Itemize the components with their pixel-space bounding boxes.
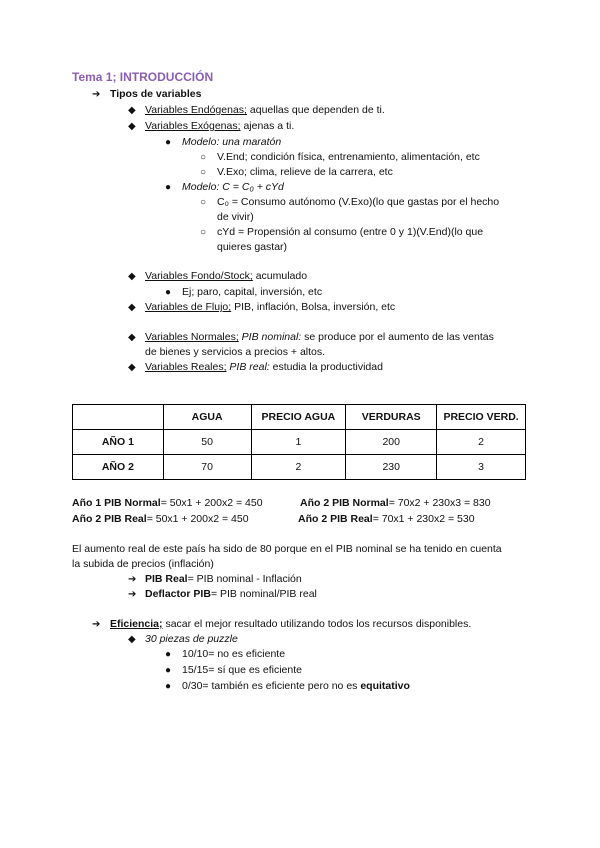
list-item-eficiencia: Eficiencia; sacar el mejor resultado utilizando todos los recursos disponibles.: [110, 618, 472, 630]
table-cell: 70: [163, 455, 251, 480]
table-cell: 1: [251, 430, 346, 455]
list-item: V.Exo; clima, relieve de la carrera, etc: [217, 166, 393, 178]
arrow-bullet-icon: ➔: [128, 574, 137, 585]
dot-bullet-icon: ●: [165, 137, 172, 148]
diamond-bullet-icon: ◆: [128, 634, 136, 645]
pib-real-ano2: Año 2 PIB Real= 70x1 + 230x2 = 530: [298, 513, 475, 525]
list-item-endogenas: Variables Endógenas; aquellas que dependen de ti.: [145, 104, 385, 116]
table-cell: 2: [437, 430, 526, 455]
list-item-deflactor: Deflactor PIB= PIB nominal/PIB real: [145, 588, 317, 600]
dot-bullet-icon: ●: [165, 182, 172, 193]
list-item: 10/10= no es eficiente: [182, 648, 286, 660]
list-item-flujo: Variables de Flujo; PIB, inflación, Bolsa, inversión, etc: [145, 301, 396, 313]
list-item-pib-real: PIB Real= PIB nominal - Inflación: [145, 573, 302, 585]
list-item-maraton: Modelo: una maratón: [182, 136, 282, 148]
arrow-bullet-icon: ➔: [92, 619, 101, 630]
pib-nominal-ano2: Año 2 PIB Normal= 70x2 + 230x3 = 830: [300, 497, 491, 509]
table-cell: 200: [346, 430, 437, 455]
list-item: V.End; condición física, entrenamiento, alimentación, etc: [217, 151, 480, 163]
dot-bullet-icon: ●: [165, 681, 172, 692]
list-item-continuation: de bienes y servicios a precios + altos.: [145, 346, 326, 358]
list-item-exogenas: Variables Exógenas; ajenas a ti.: [145, 120, 295, 132]
table-cell: AÑO 2: [73, 455, 164, 480]
diamond-bullet-icon: ◆: [128, 302, 136, 313]
list-item-modelo-consumo: Modelo: C = C₀ + cYd: [182, 181, 284, 193]
table-header-cell: AGUA: [163, 405, 251, 430]
dot-bullet-icon: ●: [165, 649, 172, 660]
dot-bullet-icon: ●: [165, 287, 172, 298]
paragraph-aumento: El aumento real de este país ha sido de 80 porque en el PIB nominal se ha tenido en cuenta: [72, 543, 502, 555]
table-row: [73, 430, 526, 455]
list-item: 0/30= también es eficiente pero no es equitativo: [182, 680, 410, 692]
table-cell: AÑO 1: [73, 430, 164, 455]
diamond-bullet-icon: ◆: [128, 362, 136, 373]
arrow-bullet-icon: ➔: [128, 589, 137, 600]
list-item-continuation: quieres gastar): [217, 241, 288, 253]
diamond-bullet-icon: ◆: [128, 271, 136, 282]
pib-nominal-ano1: Año 1 PIB Normal= 50x1 + 200x2 = 450: [72, 497, 263, 509]
section-heading-tipos: Tipos de variables: [110, 88, 202, 100]
circle-bullet-icon: ○: [200, 227, 207, 238]
table-header-row: [73, 405, 526, 430]
table-cell: 2: [251, 455, 346, 480]
dot-bullet-icon: ●: [165, 665, 172, 676]
table-cell: 230: [346, 455, 437, 480]
arrow-bullet-icon: ➔: [92, 89, 101, 100]
list-item: cYd = Propensión al consumo (entre 0 y 1)(V.End)(lo que: [217, 226, 484, 238]
table-header-cell: VERDURAS: [346, 405, 437, 430]
circle-bullet-icon: ○: [200, 167, 207, 178]
list-item: 15/15= sí que es eficiente: [182, 664, 302, 676]
table-header-cell: PRECIO AGUA: [251, 405, 346, 430]
list-item-puzzle: 30 piezas de puzzle: [145, 633, 238, 645]
list-item-fondo: Variables Fondo/Stock; acumulado: [145, 270, 308, 282]
paragraph-aumento-continuation: la subida de precios (inflación): [72, 558, 214, 570]
circle-bullet-icon: ○: [200, 197, 207, 208]
list-item: C₀ = Consumo autónomo (V.Exo)(lo que gastas por el hecho: [217, 196, 500, 208]
list-item-reales: Variables Reales; PIB real: estudia la productividad: [145, 361, 383, 373]
pib-real-ano1: Año 2 PIB Real= 50x1 + 200x2 = 450: [72, 513, 249, 525]
table-header-cell: PRECIO VERD.: [437, 405, 526, 430]
diamond-bullet-icon: ◆: [128, 332, 136, 343]
table-cell: 3: [437, 455, 526, 480]
table-cell: 50: [163, 430, 251, 455]
list-item-continuation: de vivir): [217, 211, 254, 223]
data-table: [72, 404, 526, 480]
table-header-cell: [73, 405, 164, 430]
diamond-bullet-icon: ◆: [128, 121, 136, 132]
table-row: [73, 455, 526, 480]
circle-bullet-icon: ○: [200, 152, 207, 163]
list-item-normales: Variables Normales; PIB nominal: se produce por el aumento de las ventas: [145, 331, 494, 343]
page-title: Tema 1; INTRODUCCIÓN: [72, 70, 214, 84]
diamond-bullet-icon: ◆: [128, 105, 136, 116]
list-item: Ej; paro, capital, inversión, etc: [182, 286, 323, 298]
